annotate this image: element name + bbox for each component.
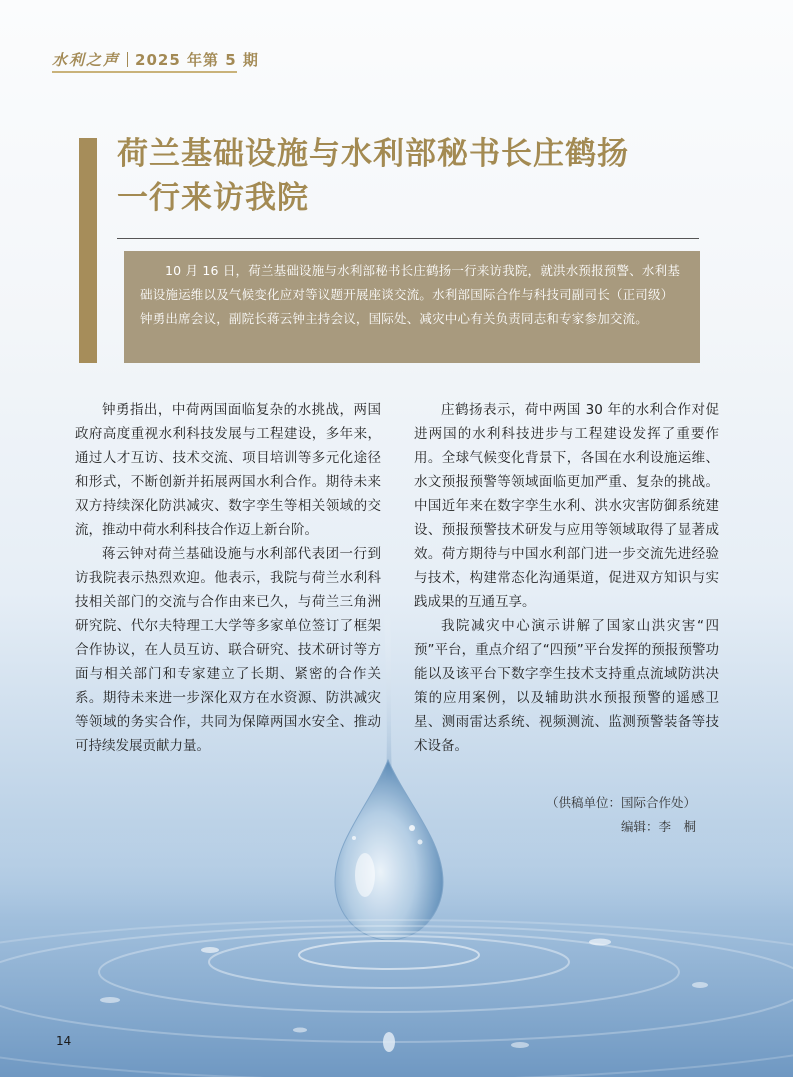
title-rule [117, 238, 699, 239]
article-credits [546, 791, 696, 839]
source-unit: （供稿单位：国际合作处） [545, 795, 696, 810]
body-column-left [75, 398, 381, 758]
title-line-1: 荷兰基础设施与水利部秘书长庄鹤扬 [117, 136, 629, 172]
paragraph: 蒋云钟对荷兰基础设施与水利部代表团一行到访我院表示热烈欢迎。他表示，我院与荷兰水利科技相关部门的交流与合作由来已久，与荷兰三角洲研究院、代尔夫特理工大学等多家单位签订了框架合作协议，在人员互访、联合研究、技术研讨等方面与相关部门和专家建立了长期、紧密的合作关系。期待未来进一步深化双方在水资源、防洪减灾等领域的务实合作，共同为保障两国水安全、推动可持续发展贡献力量。 [75, 546, 381, 754]
title-accent-bar [79, 138, 97, 363]
running-header [52, 48, 259, 70]
article-abstract: 10 月 16 日，荷兰基础设施与水利部秘书长庄鹤扬一行来访我院，就洪水预报预警、水利基础设施运维以及气候变化应对等议题开展座谈交流。水利部国际合作与科技司副司长（正司级）钟勇出席会议，副院长蒋云钟主持会议，国际处、减灾中心有关负责同志和专家参加交流。 [124, 251, 700, 363]
header-underline [52, 71, 237, 73]
paragraph: 我院减灾中心演示讲解了国家山洪灾害“四预”平台，重点介绍了“四预”平台发挥的预报预警功能以及该平台下数字孪生技术支持重点流域防洪决策的应用案例，以及辅助洪水预报预警的遥感卫星、测雨雷达系统、视频测流、监测预警装备等技术设备。 [414, 618, 719, 754]
page-number: 14 [56, 1034, 72, 1048]
article-title [117, 132, 737, 220]
header-divider [127, 52, 128, 67]
column-name: 水利之声 [52, 50, 121, 69]
title-line-2: 一行来访我院 [117, 180, 309, 216]
editor: 编辑：李 桐 [620, 819, 696, 834]
issue-label: 2025 年第 5 期 [135, 50, 259, 69]
paragraph: 钟勇指出，中荷两国面临复杂的水挑战，两国政府高度重视水利科技发展与工程建设，多年来，通过人才互访、技术交流、项目培训等多元化途径和形式，不断创新并拓展两国水利合作。期待未来双方持续深化防洪减灾、数字孪生等相关领域的交流，推动中荷水利科技合作迈上新台阶。 [75, 402, 381, 538]
body-column-right [414, 398, 719, 758]
paragraph: 庄鹤扬表示，荷中两国 30 年的水利合作对促进两国的水利科技进步与工程建设发挥了重要作用。全球气候变化背景下，各国在水利设施运维、水文预报预警等领域面临更加严重、复杂的挑战。中国近年来在数字孪生水利、洪水灾害防御系统建设、预报预警技术研发与应用等领域取得了显著成效。荷方期待与中国水利部门进一步交流先进经验与技术，构建常态化沟通渠道，促进双方知识与实践成果的互通互享。 [414, 402, 719, 610]
